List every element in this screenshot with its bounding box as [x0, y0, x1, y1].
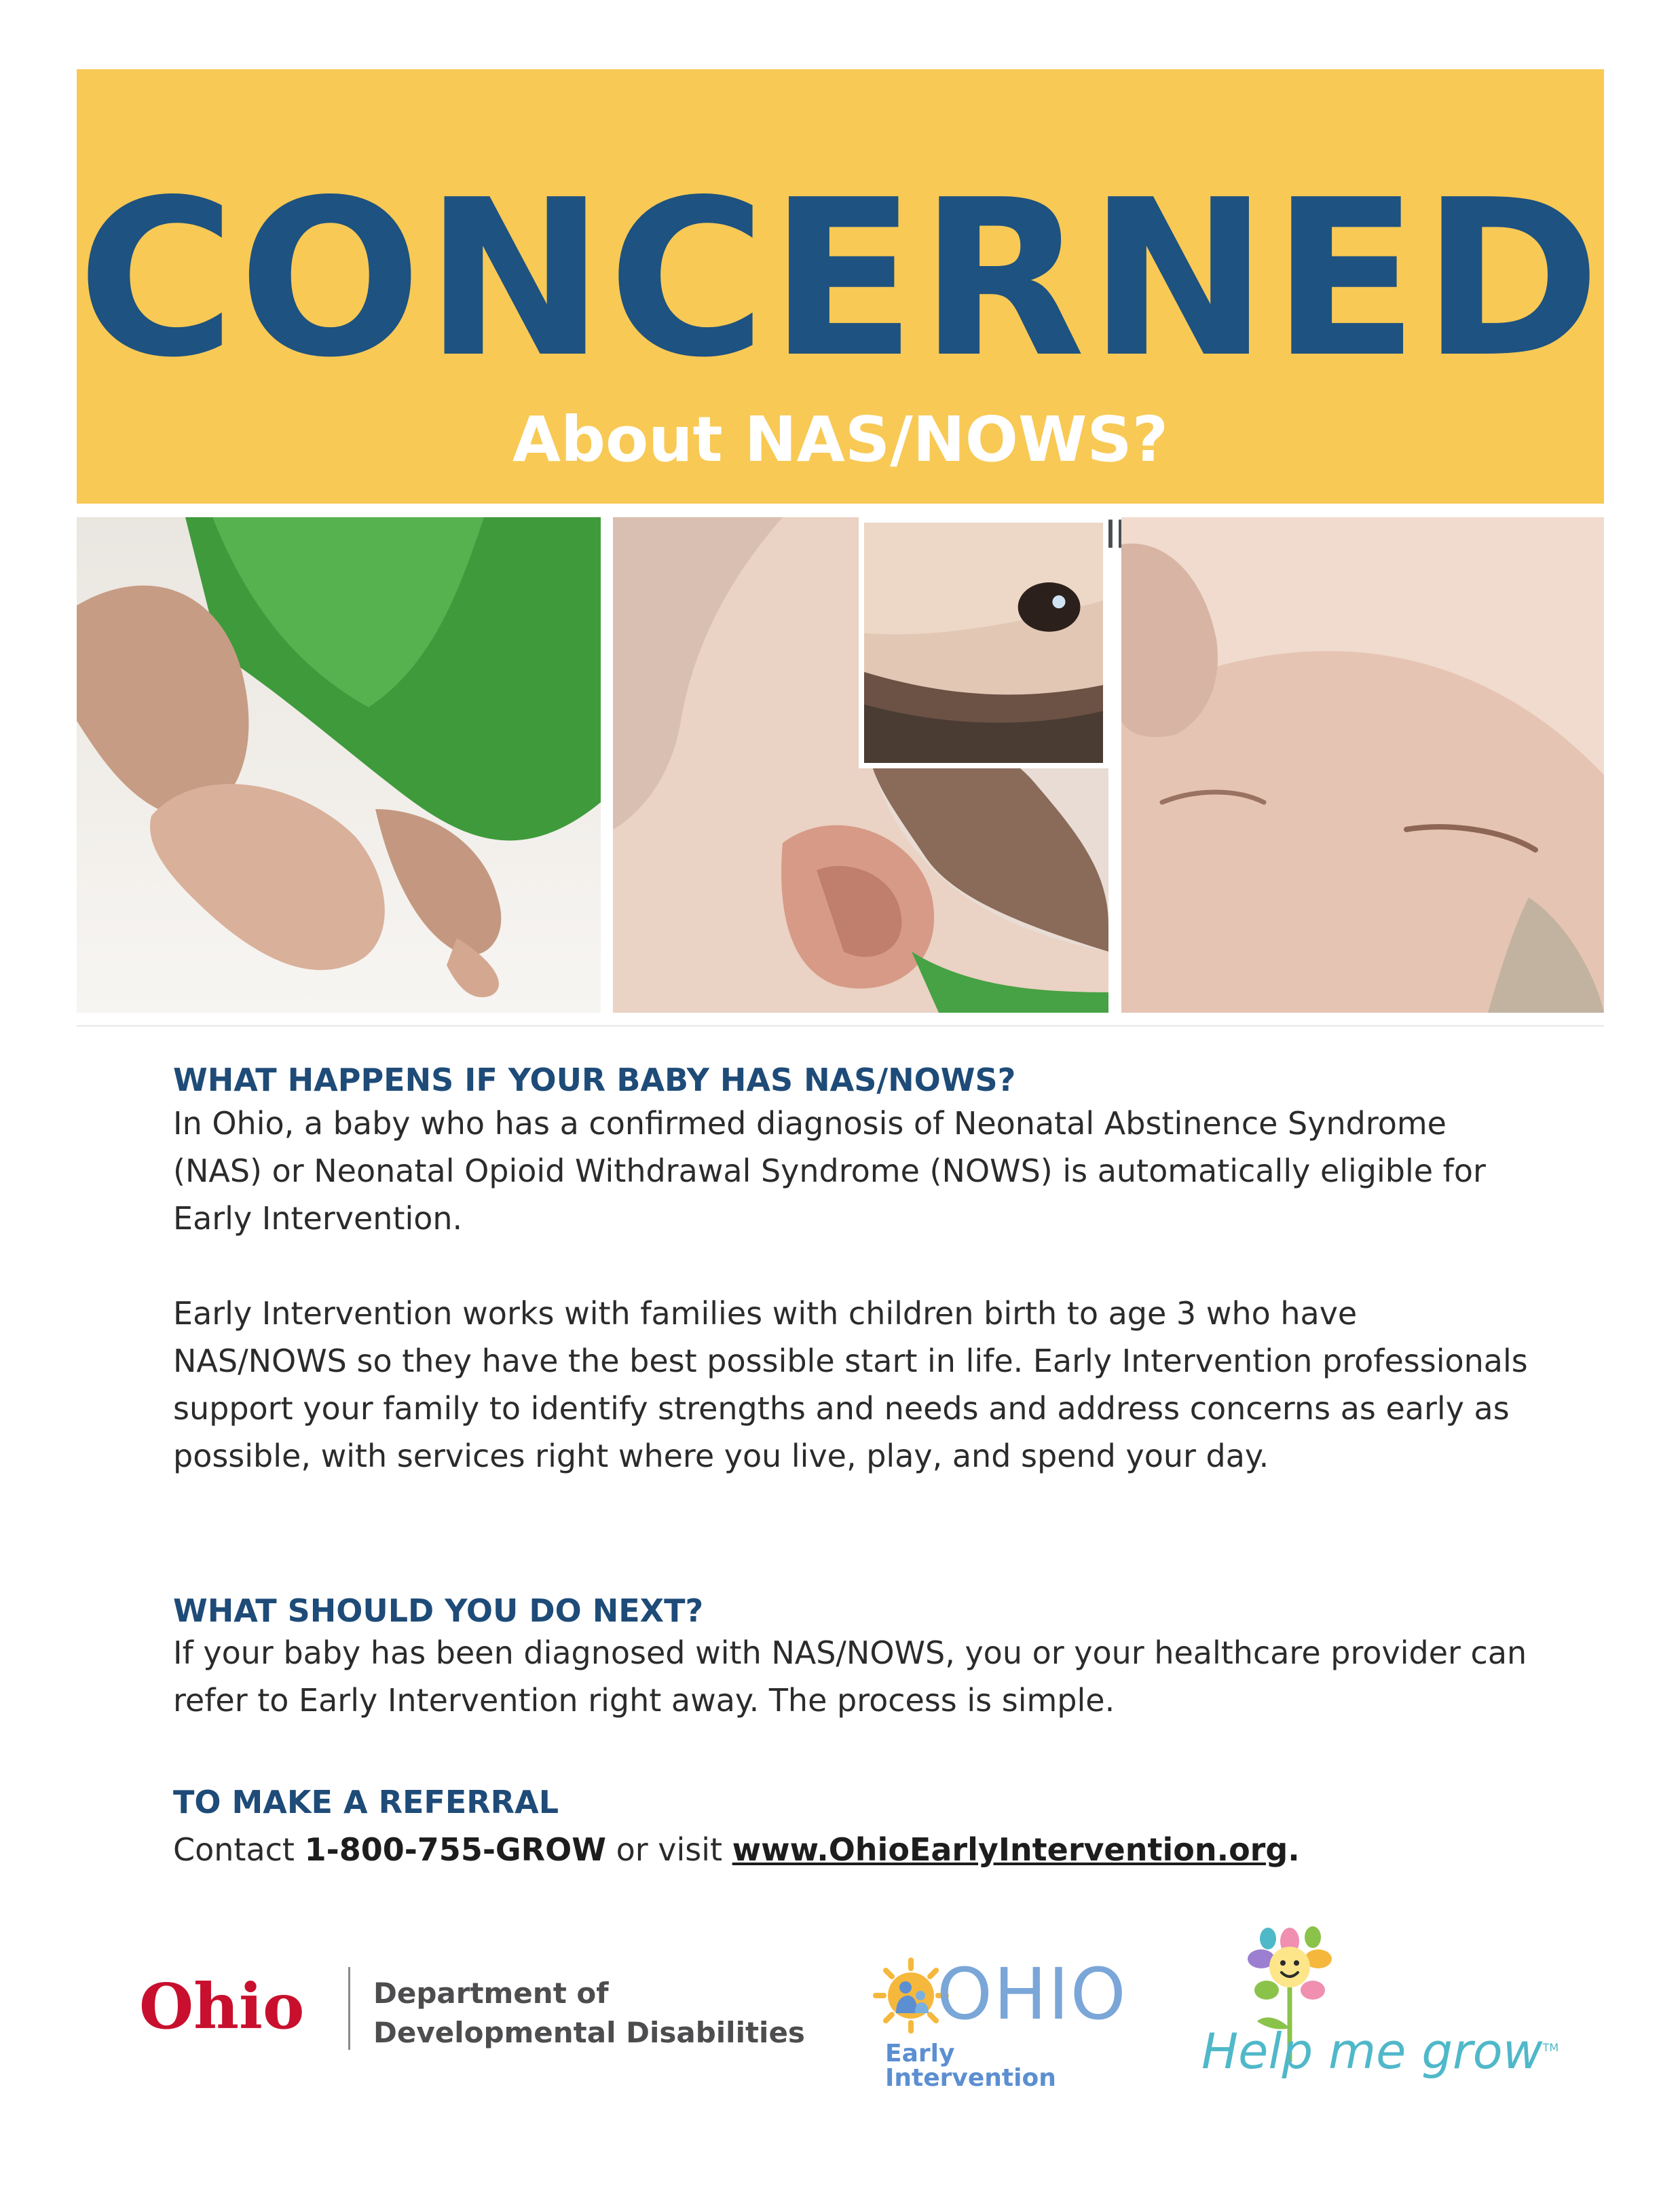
- subheadline: About NAS/NOWS?: [512, 403, 1169, 476]
- headline: CONCERNED: [77, 153, 1604, 405]
- ohio-ei-label: Early Intervention: [885, 2040, 1056, 2092]
- contact-end: .: [1288, 1831, 1300, 1868]
- referral-contact-line: [173, 1826, 1537, 1873]
- logo-divider: [348, 1967, 350, 2050]
- ohio-wordmark: Ohio: [139, 1970, 305, 2043]
- website-link[interactable]: www.OhioEarlyIntervention.org: [732, 1831, 1288, 1868]
- photo-baby-sleeping: [1121, 517, 1604, 1013]
- dodd-line-1: Department of: [373, 1977, 609, 2010]
- contact-middle: or visit: [605, 1831, 732, 1868]
- ohio-ei-wordmark: OHIO: [937, 1953, 1127, 2036]
- photo-baby-feet: [77, 517, 601, 1013]
- ohio-dodd-logo: [139, 1960, 811, 2062]
- help-me-grow-wordmark: Help me grow™: [1201, 2023, 1559, 2080]
- paragraph-eligibility: In Ohio, a baby who has a confirmed diagnosis of Neonatal Abstinence Syndrome (NAS) or Neonatal Opioid Withdrawal Syndrome (NOWS) is automatically eligible for Early Intervention.: [173, 1105, 1486, 1237]
- phone-number[interactable]: 1-800-755-GROW: [304, 1831, 606, 1868]
- trademark-mark: TM: [1542, 2041, 1559, 2054]
- help-me-grow-logo: [1201, 1926, 1559, 2096]
- divider: [77, 1025, 1604, 1027]
- dodd-name: [373, 1974, 805, 2053]
- section-heading-referral: TO MAKE A REFERRAL: [173, 1784, 559, 1820]
- ohio-early-intervention-logo: [870, 1953, 1128, 2092]
- photo-baby-eye: [859, 517, 1108, 768]
- section-heading-what-happens: WHAT HAPPENS IF YOUR BABY HAS NAS/NOWS?: [173, 1062, 1016, 1098]
- paragraph-next-steps: If your baby has been diagnosed with NAS/NOWS, you or your healthcare provider can refer to Early Intervention right away. The process is simple.: [173, 1634, 1527, 1719]
- dodd-line-2: Developmental Disabilities: [373, 2016, 805, 2049]
- contact-prefix: Contact: [173, 1831, 305, 1868]
- section-heading-next-steps: WHAT SHOULD YOU DO NEXT?: [173, 1592, 704, 1629]
- paragraph-early-intervention: Early Intervention works with families with children birth to age 3 who have NAS/NOWS so they have the best possible start in life. Early Intervention professionals support your family to identify strengths and needs and address concerns as early as possible, with services right where you live, play, and spend your day.: [173, 1295, 1528, 1474]
- header-banner: [77, 69, 1604, 504]
